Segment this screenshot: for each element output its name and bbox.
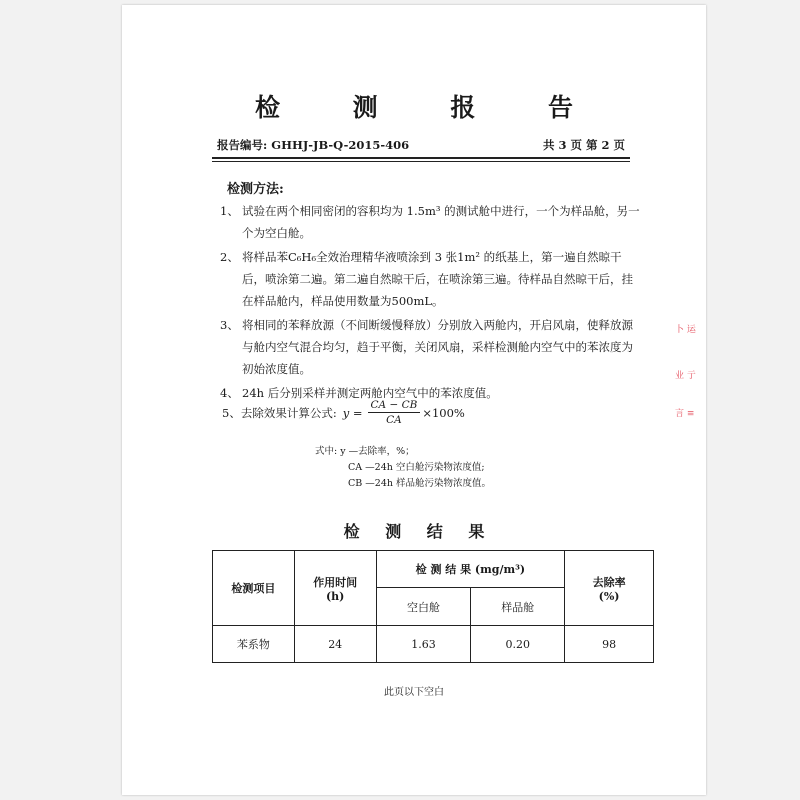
cell-item: 苯系物 [213,626,295,663]
formula-y: y = [342,405,363,420]
blank-note: 此页以下空白 [384,687,444,698]
header-sample: 样品舱 [471,588,565,626]
header-rule-thick [212,157,630,159]
header-item: 检测项目 [213,551,295,626]
legend-line: 式中: y —去除率，%； [315,446,415,457]
formula-number: 5、 [222,405,241,420]
method-item-number: 2、 [220,250,239,264]
header-removal-label: 去除率 [592,575,626,589]
page-count: 共 3 页 第 2 页 [542,138,625,152]
results-title: 检 测 结 果 [343,522,495,541]
method-item-text: 24h 后分别采样并测定两舱内空气中的苯浓度值。 [242,386,498,400]
header-time [294,551,376,626]
seal-mark: 业 亍 [675,371,696,381]
cell-removal: 98 [565,626,654,663]
method-item-number: 3、 [220,318,239,332]
legend-line: CB —24h 样品舱污染物浓度值。 [348,478,491,489]
method-item [220,246,640,312]
removal-formula [222,398,465,427]
cell-time: 24 [294,626,376,663]
formula-legend [315,444,491,492]
report-number-label: 报告编号: [217,138,268,152]
method-item-number: 1、 [220,204,239,218]
table-header-row [213,551,654,588]
cell-blank: 1.63 [376,626,471,663]
header-time-unit: (h) [325,589,345,603]
report-title: 检 测 报 告 [254,93,606,122]
formula-numerator: CA − CB [368,398,421,413]
header-blank: 空白舱 [376,588,471,626]
formula-fraction [368,398,421,427]
formula-label: 去除效果计算公式: [240,405,337,420]
formula-tail: ×100% [422,405,465,420]
header-time-label: 作用时间 [313,575,358,589]
header-removal [565,551,654,626]
method-item-text: 试验在两个相同密闭的容积均为 1.5m³ 的测试舱中进行，一个为样品舱，另一个为空白舱。 [242,204,640,240]
method-item-text: 将样品苯C₆H₆全效治理精华液喷涂到 3 张1m² 的纸基上，第一遍自然晾干后，喷涂第二遍。第二遍自然晾干后，在喷涂第三遍。待样品自然晾干后，挂在样品舱内，样品使用数量为500mL。 [242,250,633,308]
formula-denominator: CA [386,414,402,426]
table-row [213,626,654,663]
results-table [212,550,654,663]
seal-mark: 言 ≡ [675,409,695,419]
legend-line: CA —24h 空白舱污染物浓度值; [348,462,485,473]
cell-sample: 0.20 [471,626,565,663]
method-item [220,200,640,244]
header-rule-thin [212,161,630,162]
method-item-text: 将相同的苯释放源（不间断缓慢释放）分别放入两舱内，开启风扇，使释放源与舱内空气混合均匀，趋于平衡，关闭风扇，采样检测舱内空气中的苯浓度为初始浓度值。 [242,318,633,376]
seal-mark: 卜 运 [675,325,696,335]
header-removal-unit: (%) [598,589,620,603]
method-list [220,200,640,404]
report-number-value: GHHJ-JB-Q-2015-406 [271,138,410,152]
method-item-number: 4、 [220,386,239,400]
method-heading: 检测方法: [227,182,284,197]
header-result: 检 测 结 果 (mg/m³) [376,551,565,588]
report-number [217,137,409,153]
method-item [220,314,640,380]
